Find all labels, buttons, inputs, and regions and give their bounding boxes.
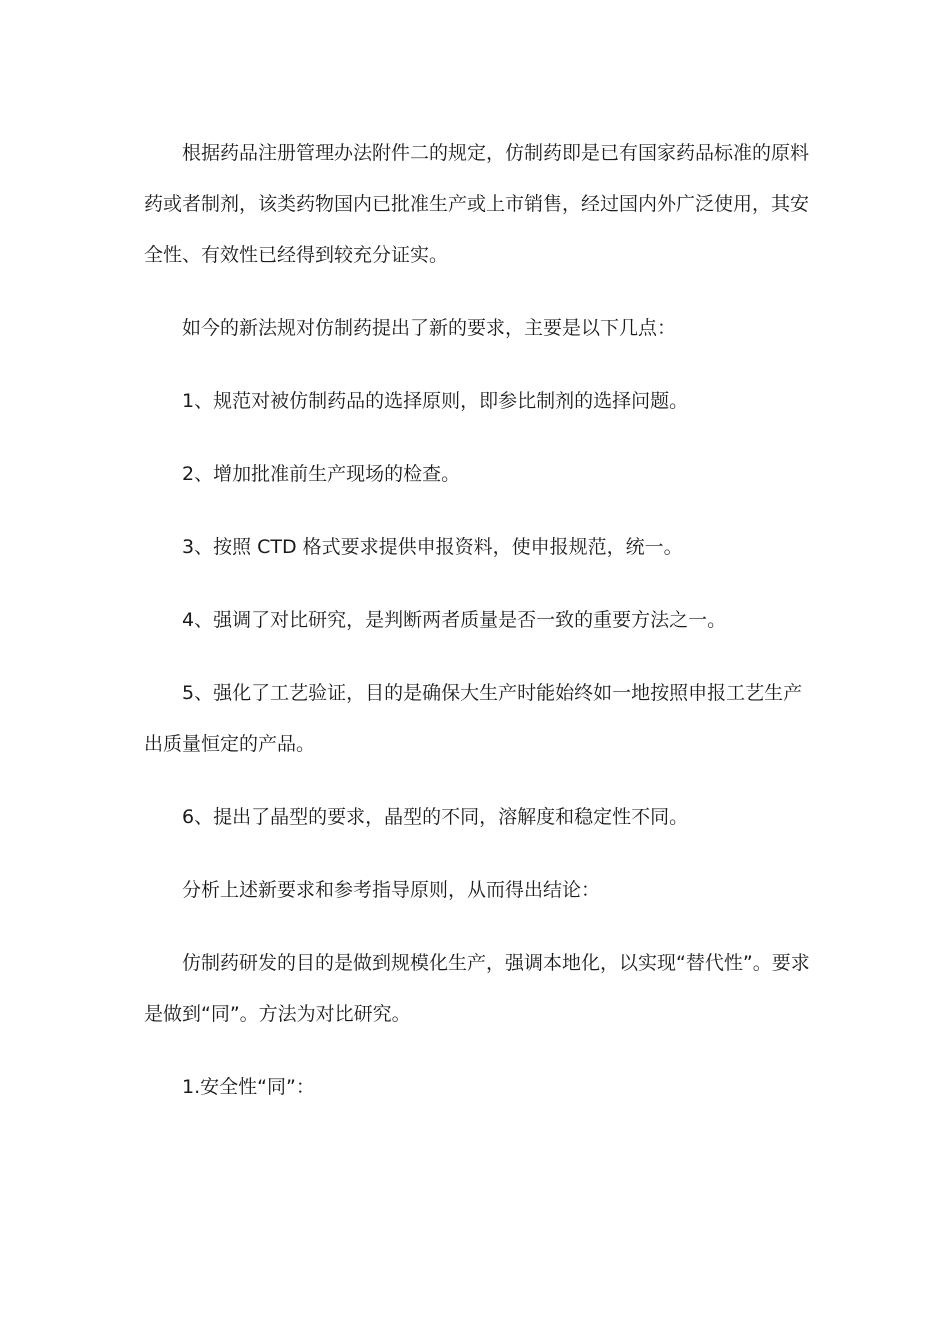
paragraph-spacer [144, 843, 810, 865]
list-item-4: 4、强调了对比研究，是判断两者质量是否一致的重要方法之一。 [182, 609, 727, 631]
list-item-2: 2、增加批准前生产现场的检查。 [182, 463, 461, 485]
paragraph-analysis: 分析上述新要求和参考指导原则，从而得出结论： [182, 879, 601, 901]
paragraph-conclusion: 仿制药研发的目的是做到规模化生产，强调本地化，以实现“替代性”。要求是做到“同”。方法为对比研究。 [144, 952, 810, 1025]
list-item-3: 3、按照 CTD 格式要求提供申报资料，使申报规范，统一。 [182, 536, 683, 558]
paragraph-spacer [144, 770, 810, 792]
paragraph-definition: 根据药品注册管理办法附件二的规定，仿制药即是已有国家药品标准的原料药或者制剂，该类药物国内已批准生产或上市销售，经过国内外广泛使用，其安全性、有效性已经得到较充分证实。 [144, 142, 810, 266]
paragraph-spacer [144, 281, 810, 303]
paragraph-spacer [144, 354, 810, 376]
paragraph-spacer [144, 573, 810, 595]
paragraph-new-requirements-intro: 如今的新法规对仿制药提出了新的要求，主要是以下几点： [182, 317, 677, 339]
paragraph-spacer [144, 500, 810, 522]
paragraph-spacer [144, 916, 810, 938]
document-body [144, 128, 810, 1113]
list-item-1: 1、规范对被仿制药品的选择原则，即参比制剂的选择问题。 [182, 390, 689, 412]
paragraph-spacer [144, 646, 810, 668]
paragraph-spacer [144, 427, 810, 449]
list-item-6: 6、提出了晶型的要求，晶型的不同，溶解度和稳定性不同。 [182, 806, 689, 828]
list-item-5: 5、强化了工艺验证，目的是确保大生产时能始终如一地按照申报工艺生产出质量恒定的产品。 [144, 682, 803, 755]
paragraph-spacer [144, 1040, 810, 1062]
section-heading-safety: 1.安全性“同”： [182, 1076, 315, 1098]
